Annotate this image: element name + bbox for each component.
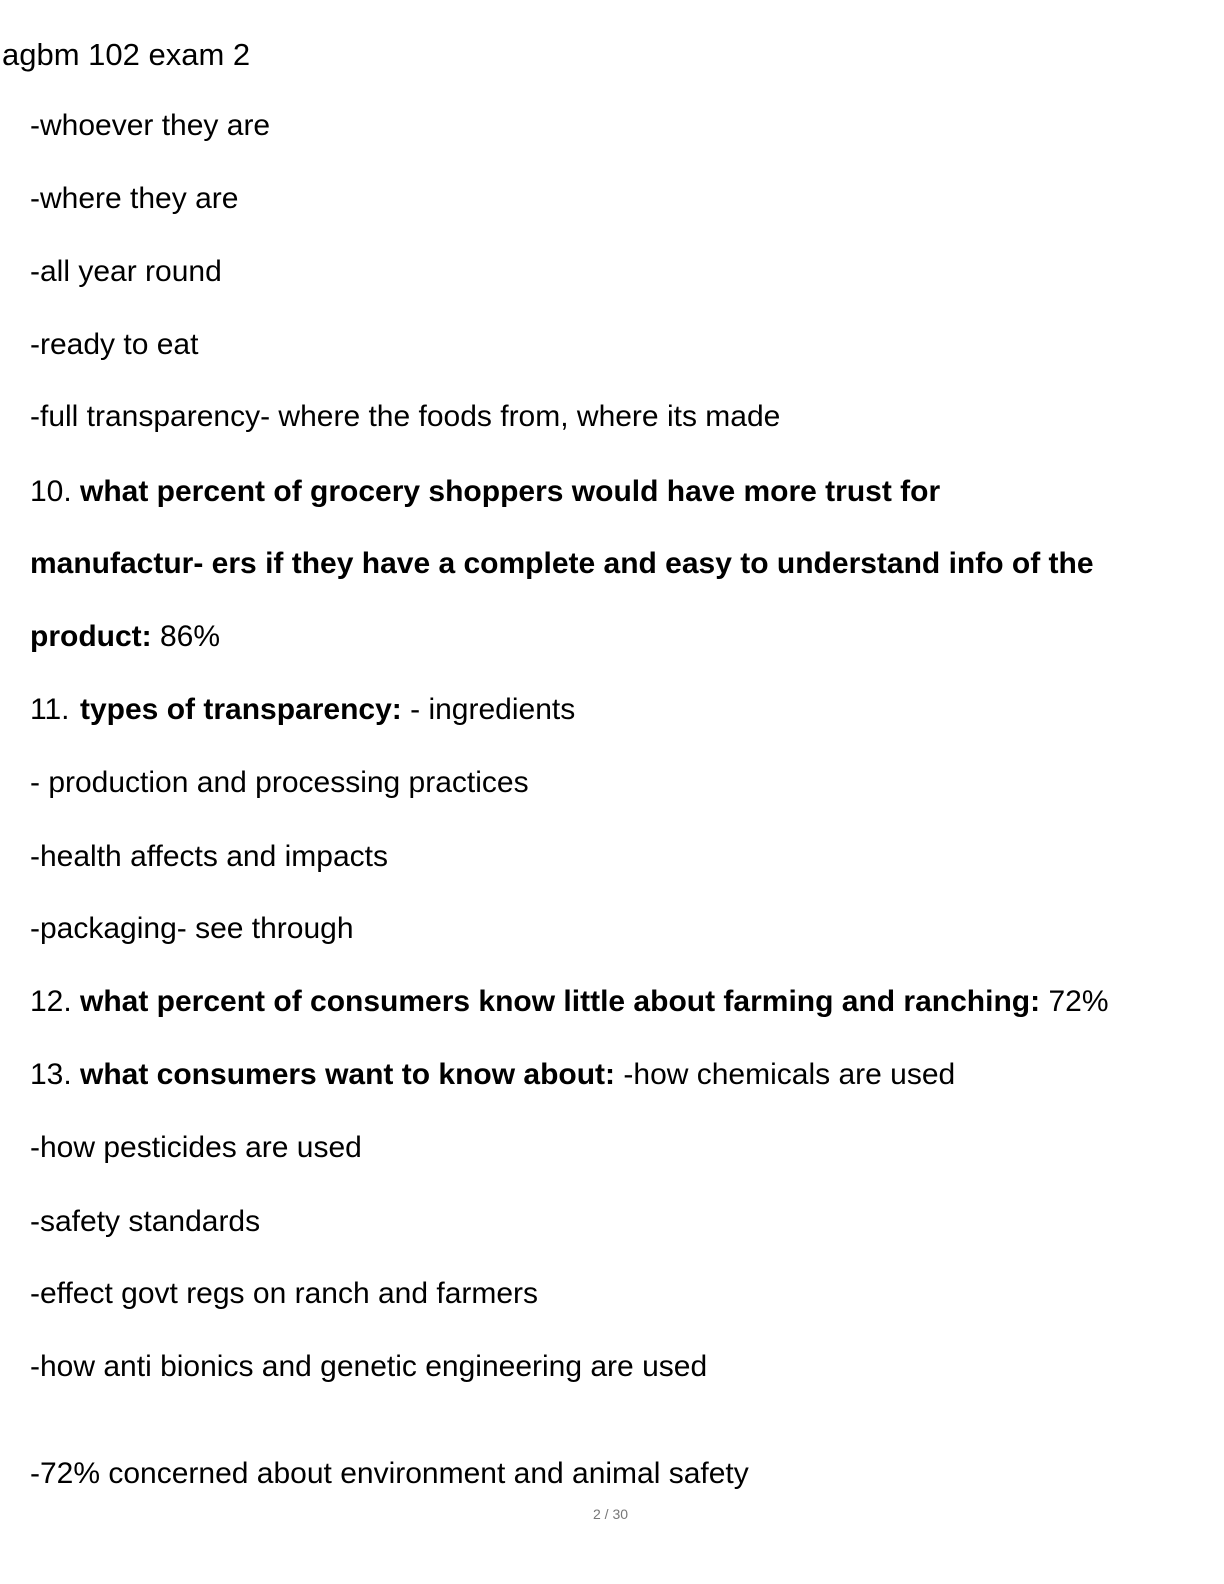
note-line-environment: -72% concerned about environment and animal safety [30, 1457, 749, 1490]
answer-text: 86% [159, 620, 221, 653]
answer-text: 72% [1048, 985, 1109, 1018]
question-text: what consumers want to know about: [80, 1058, 616, 1091]
question-text: what percent of grocery shoppers would have more trust for [80, 475, 941, 508]
answer-text: - ingredients [410, 693, 576, 726]
note-line-all-year: -all year round [30, 255, 222, 288]
note-line-pesticides: -how pesticides are used [30, 1131, 362, 1164]
note-line-govt-regs: -effect govt regs on ranch and farmers [30, 1277, 539, 1310]
question-text: types of transparency: [80, 693, 402, 726]
question-12 [30, 982, 1109, 1022]
note-line-production: - production and processing practices [30, 766, 529, 799]
question-13 [30, 1055, 955, 1095]
question-text: product: [30, 620, 152, 653]
question-number: 12. [30, 985, 72, 1018]
question-text: manufactur- ers if they have a complete and easy to understand info of the [30, 547, 1094, 580]
question-11 [30, 690, 575, 730]
note-line-genetic-engineering: -how anti bionics and genetic engineering are used [30, 1350, 708, 1383]
note-line-safety-standards: -safety standards [30, 1205, 261, 1238]
note-line-full-transparency: -full transparency- where the foods from, where its made [30, 400, 781, 433]
question-10-line-3 [30, 617, 220, 657]
question-text: what percent of consumers know little about farming and ranching: [80, 985, 1041, 1018]
note-line-packaging: -packaging- see through [30, 912, 354, 945]
question-10-line-1 [30, 472, 940, 512]
question-number: 11. [30, 693, 70, 726]
question-number: 10. [30, 475, 72, 508]
note-line-health: -health affects and impacts [30, 840, 388, 873]
document-title: agbm 102 exam 2 [2, 37, 251, 72]
question-number: 13. [30, 1058, 72, 1091]
note-line-whoever: -whoever they are [30, 109, 271, 142]
note-line-ready-to-eat: -ready to eat [30, 328, 199, 361]
answer-text: -how chemicals are used [623, 1058, 956, 1091]
question-10-line-2 [30, 544, 1094, 584]
note-line-where: -where they are [30, 182, 239, 215]
page-number: 2 / 30 [593, 1506, 629, 1522]
